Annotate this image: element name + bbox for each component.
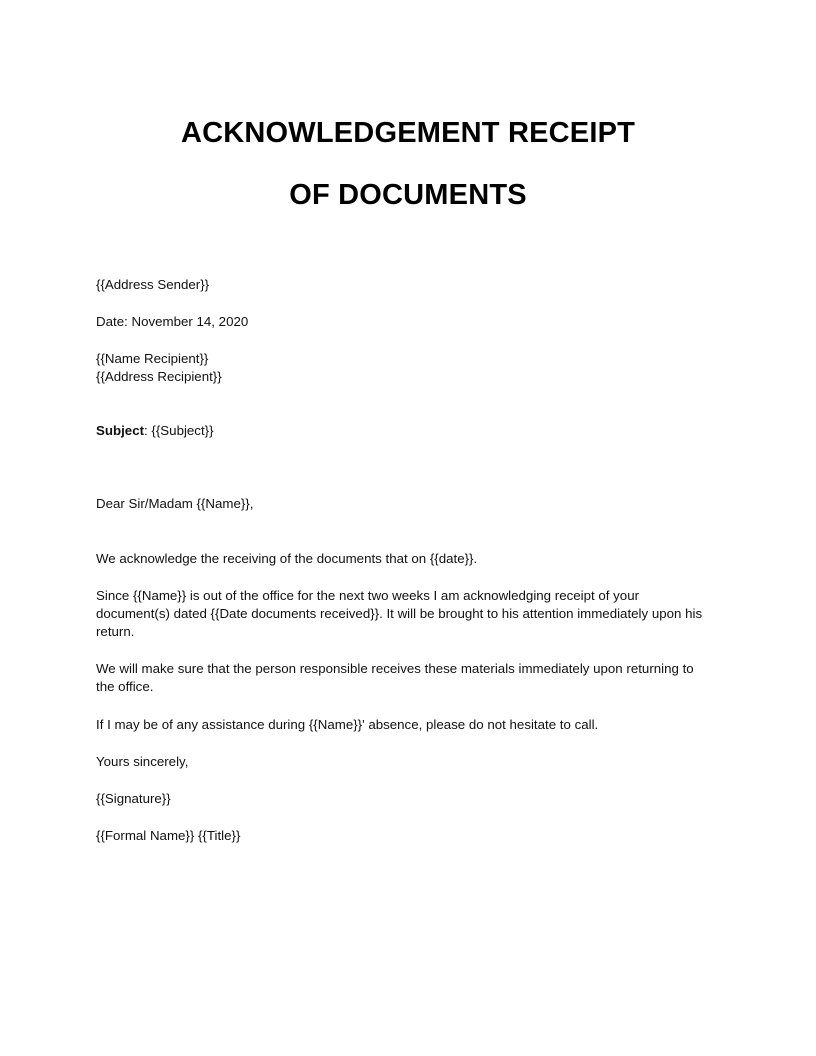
document-title-line-2: OF DOCUMENTS (289, 179, 527, 211)
recipient-name: {{Name Recipient}} (96, 351, 209, 366)
subject-label: Subject (96, 423, 145, 438)
paragraph-1: We acknowledge the receiving of the documents that on {{date}}. (96, 551, 478, 566)
formal-name-title: {{Formal Name}} {{Title}} (96, 828, 241, 843)
paragraph-2-line-1: Since {{Name}} is out of the office for the next two weeks I am acknowledging receipt of your (96, 588, 640, 603)
paragraph-2-line-2: document(s) dated {{Date documents received}}. It will be brought to his attention immediately upon his (96, 606, 703, 621)
paragraph-3-line-2: the office. (96, 679, 154, 694)
paragraph-3-line-1: We will make sure that the person responsible receives these materials immediately upon returning to (96, 661, 694, 676)
document-title-line-1: ACKNOWLEDGEMENT RECEIPT (180, 117, 636, 149)
paragraph-4: If I may be of any assistance during {{Name}}' absence, please do not hesitate to call. (96, 717, 599, 732)
signature-placeholder: {{Signature}} (96, 791, 171, 806)
recipient-address: {{Address Recipient}} (96, 369, 222, 384)
paragraph-2-line-3: return. (96, 624, 135, 639)
sender-address: {{Address Sender}} (96, 277, 210, 292)
subject-line (96, 422, 726, 440)
subject-value: : {{Subject}} (144, 423, 214, 438)
salutation: Dear Sir/Madam {{Name}}, (96, 496, 254, 511)
date-line: Date: November 14, 2020 (96, 314, 249, 329)
closing: Yours sincerely, (96, 754, 189, 769)
